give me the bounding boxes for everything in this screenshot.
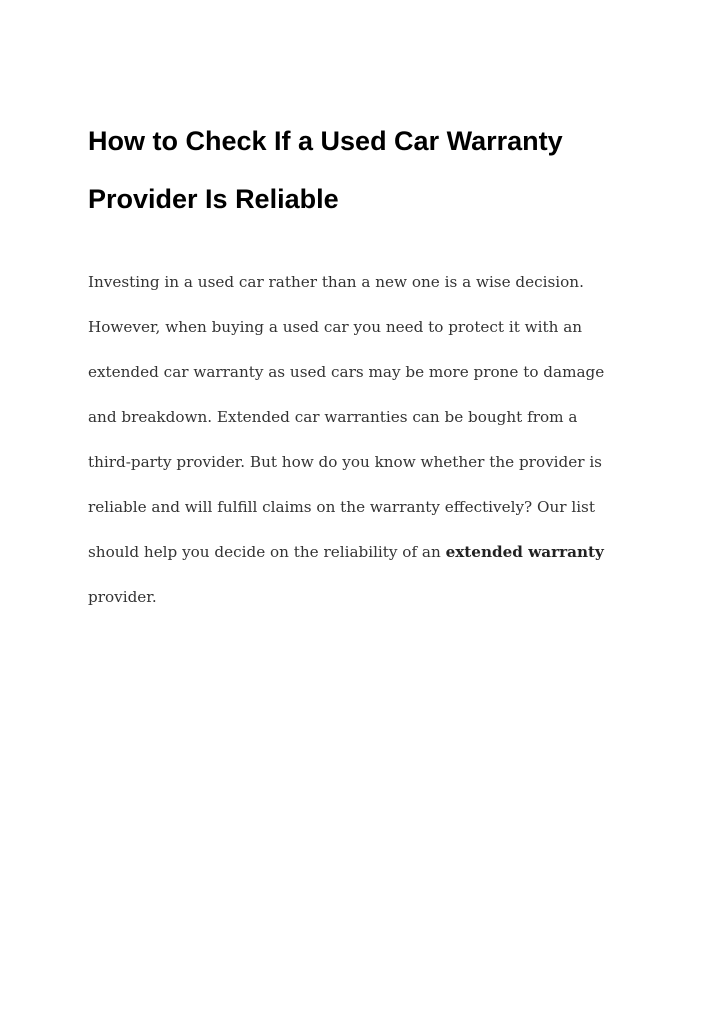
- title-line-1: How to Check If a Used Car Warranty: [88, 126, 563, 156]
- paragraph-line-8: provider.: [88, 588, 157, 606]
- extended-warranty-bold-text: extended warranty: [445, 543, 604, 561]
- paragraph-line-3: extended car warranty as used cars may be more prone to damage: [88, 363, 605, 381]
- paragraph-line-4: and breakdown. Extended car warranties can be bought from a: [88, 408, 578, 426]
- paragraph-line-2: However, when buying a used car you need to protect it with an: [88, 318, 583, 336]
- paragraph-line-6: reliable and will fulfill claims on the warranty effectively? Our list: [88, 498, 595, 516]
- intro-paragraph: [88, 260, 648, 620]
- paragraph-line-5: third-party provider. But how do you know whether the provider is: [88, 453, 602, 471]
- paragraph-line-7-text: should help you decide on the reliability of an: [88, 543, 446, 561]
- paragraph-line-7: [88, 530, 648, 575]
- title-line-2: Provider Is Reliable: [88, 184, 339, 214]
- page-title: [88, 112, 648, 228]
- paragraph-line-1: Investing in a used car rather than a new one is a wise decision.: [88, 273, 584, 291]
